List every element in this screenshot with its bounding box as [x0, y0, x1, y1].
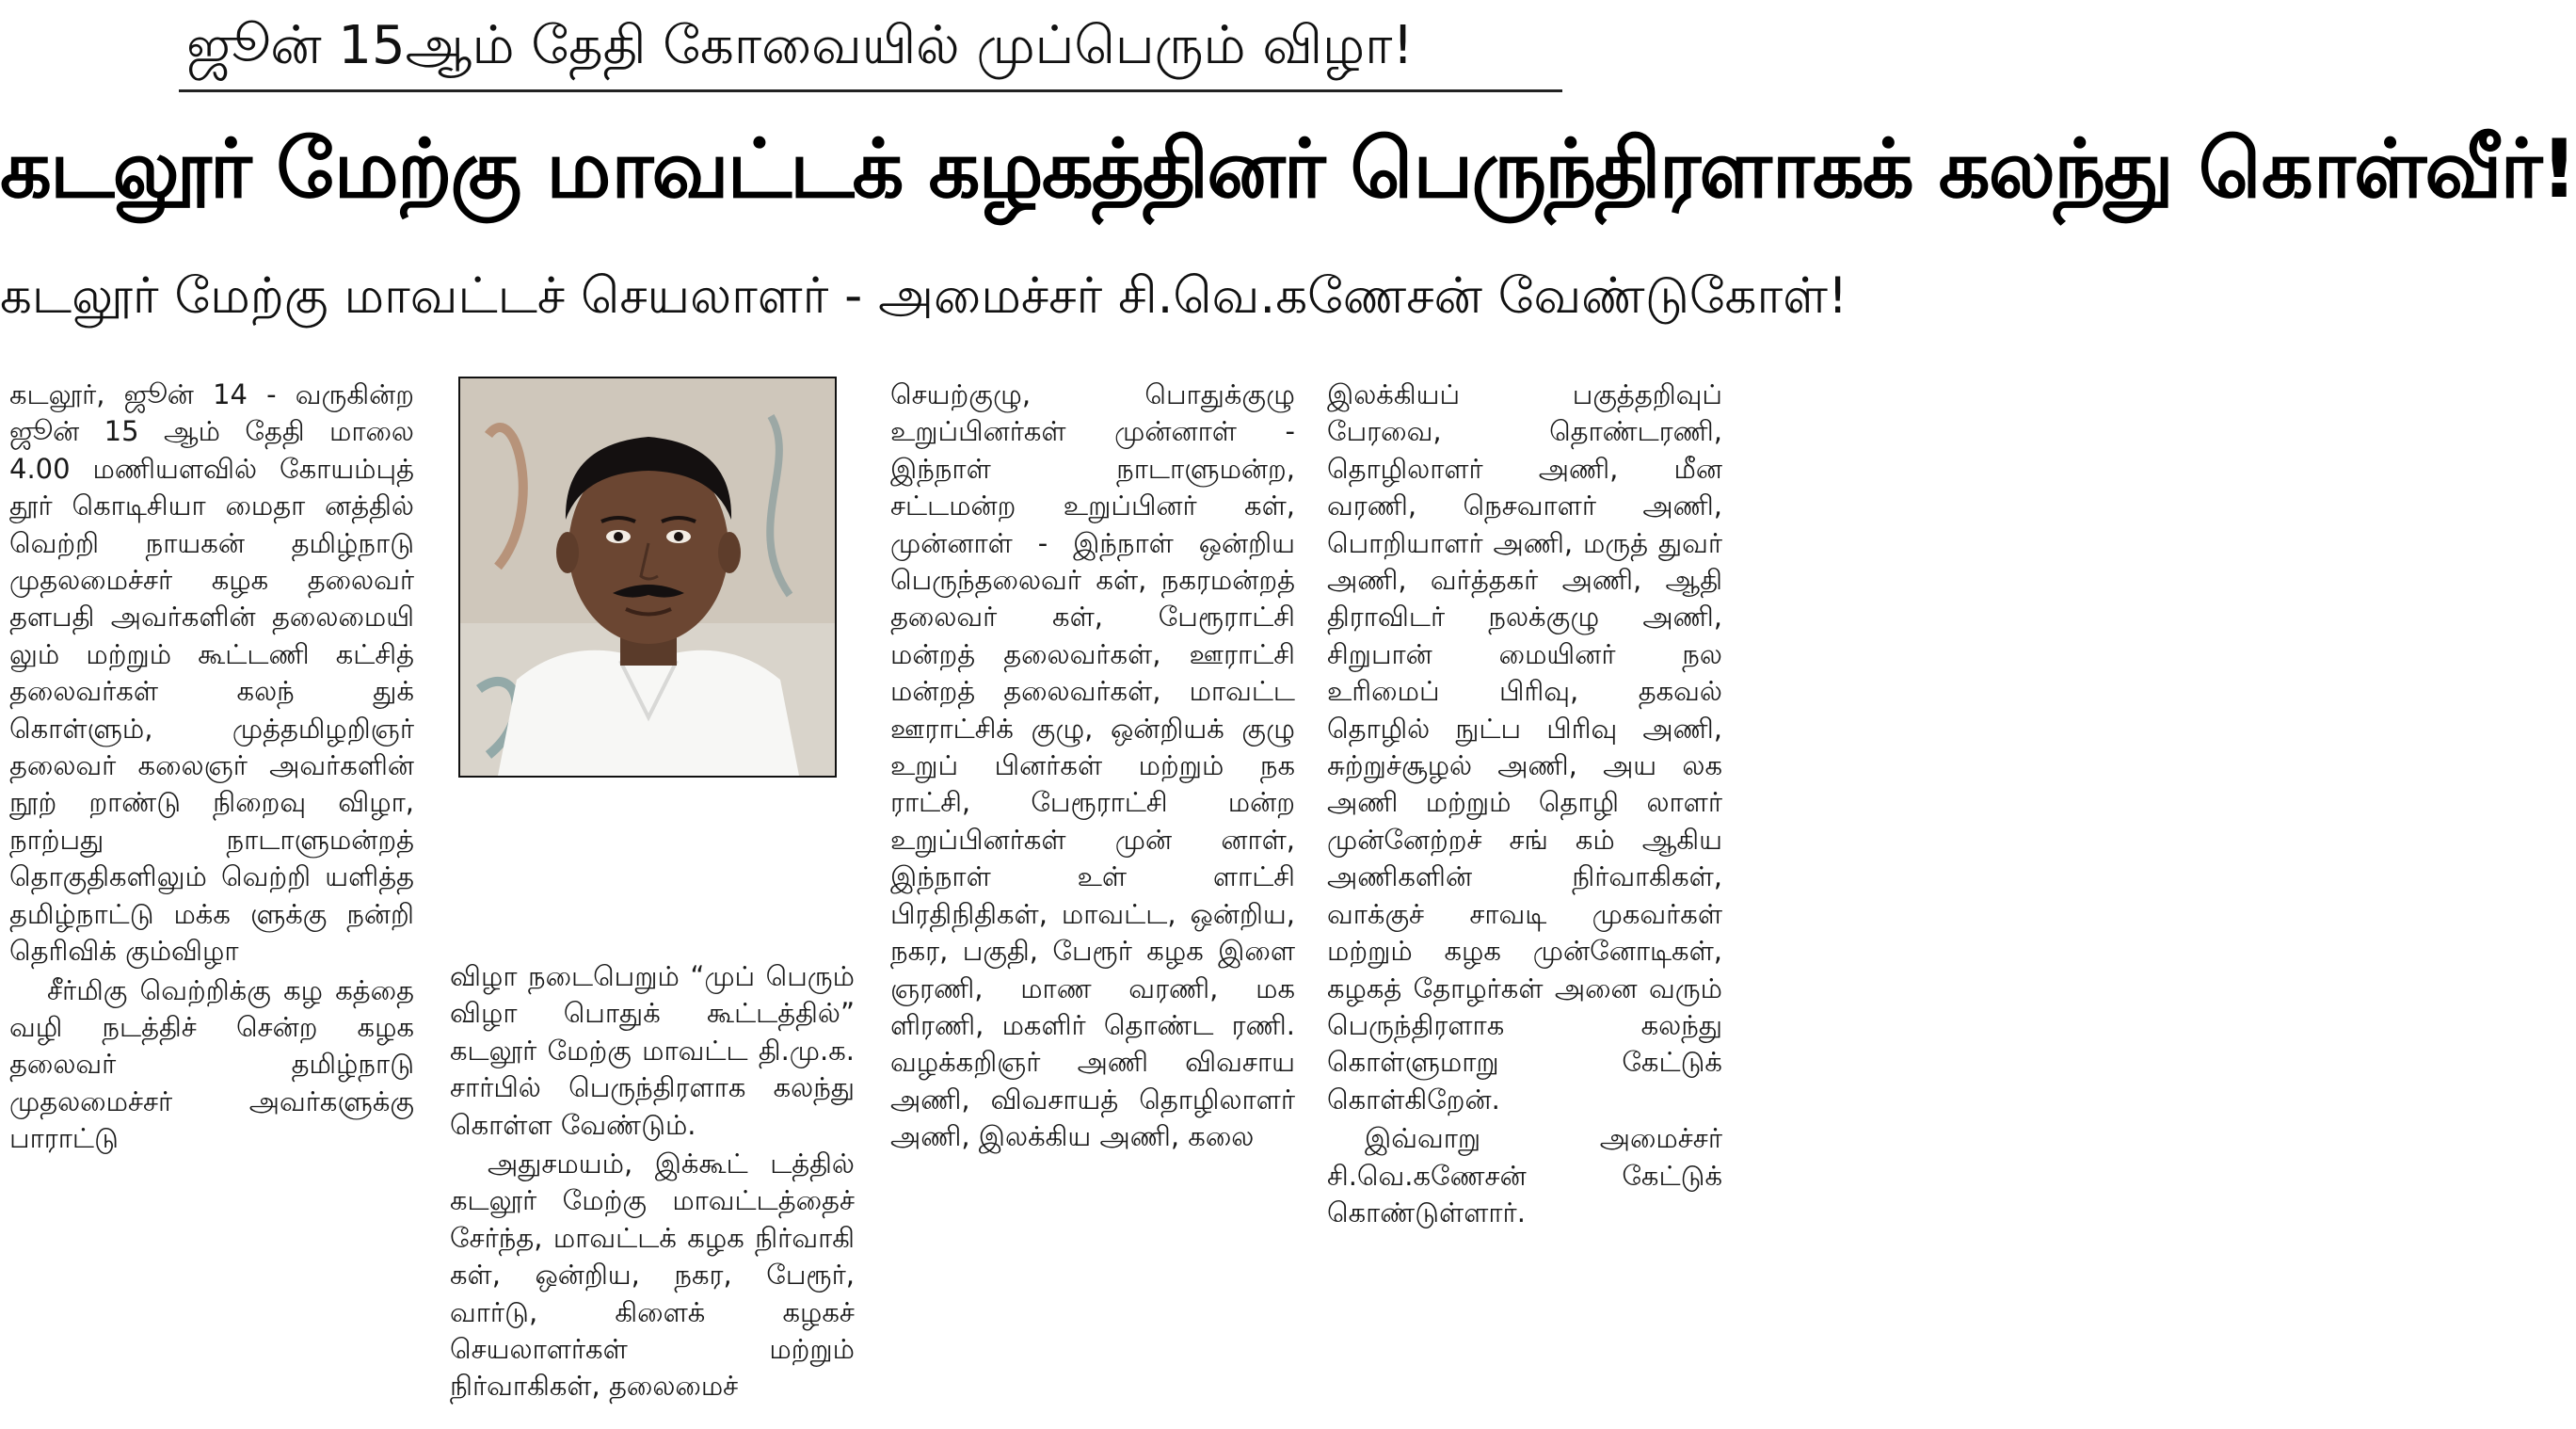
article-paragraph: இவ்வாறு அமைச்சர் சி.வெ.கணேசன் கேட்டுக் கொண்டுள்ளார். [1327, 1122, 1722, 1228]
article-column-1 [9, 377, 414, 1421]
article-column-3 [890, 377, 1295, 1421]
article-paragraph: விழா நடைபெறும் “முப் பெரும் விழா பொதுக் கூட்டத்தில்” கடலூர் மேற்கு மாவட்ட தி.மு.க. சார்பில் பெருந்திரளாக கலந்து கொள்ள வேண்டும். [450, 960, 855, 1141]
article-column-2 [450, 958, 855, 1420]
article-column-4 [1327, 377, 1722, 1421]
main-headline: கடலூர் மேற்கு மாவட்டக் கழகத்தினர் பெருந்திரளாகக் கலந்து கொள்வீர்! [0, 122, 2576, 217]
article-paragraph: செயற்குழு, பொதுக்குழு உறுப்பினர்கள் முன்னாள் - இந்நாள் நாடாளுமன்ற, சட்டமன்ற உறுப்பினர் கள், முன்னாள் - இந்நாள் ஒன்றிய பெருந்தலைவர் கள், நகரமன்றத் தலைவர் கள், பேரூராட்சி மன்றத் தலைவர்கள், ஊராட்சி மன்றத் தலைவர்கள், மாவட்ட ஊராட்சிக் குழு, ஒன்றியக் குழு உறுப் பினர்கள் மற்றும் நக ராட்சி, பேரூராட்சி மன்ற உறுப்பினர்கள் முன் னாள், இந்நாள் உள் ளாட்சி பிரதிநிதிகள், மாவட்ட, ஒன்றிய, நகர, பகுதி, பேரூர் கழக இளை ஞரணி, மாண வரணி, மக ளிரணி, மகளிர் தொண்ட ரணி. வழக்கறிஞர் அணி விவசாய அணி, விவசாயத் தொழிலாளர் அணி, இலக்கிய அணி, கலை [890, 378, 1295, 1153]
portrait-photo-image [460, 378, 835, 776]
article-paragraph: இலக்கியப் பகுத்தறிவுப் பேரவை, தொண்டரணி, தொழிலாளர் அணி, மீன வரணி, நெசவாளர் அணி, பொறியாளர் அணி, மருத் துவர் அணி, வர்த்தகர் அணி, ஆதி திராவிடர் நலக்குழு அணி, சிறுபான் மையினர் நல உரிமைப் பிரிவு, தகவல் தொழில் நுட்ப பிரிவு அணி, சுற்றுச்சூழல் அணி, அய லக அணி மற்றும் தொழி லாளர் முன்னேற்றச் சங் கம் ஆகிய அணிகளின் நிர்வாகிகள், வாக்குச் சாவடி முகவர்கள் மற்றும் கழக முன்னோடிகள், கழகத் தோழர்கள் அனை வரும் பெருந்திரளாக கலந்து கொள்ளுமாறு கேட்டுக் கொள்கிறேன். [1327, 378, 1722, 1116]
portrait-photo [458, 377, 837, 778]
kicker-underline [179, 89, 1562, 92]
kicker-headline: ஜூன் 15ஆம் தேதி கோவையில் முப்பெரும் விழா! [186, 15, 1414, 76]
article-paragraph: கடலூர், ஜூன் 14 - வருகின்ற ஜூன் 15 ஆம் தேதி மாலை 4.00 மணியளவில் கோயம்புத் தூர் கொடிசியா மைதா னத்தில் வெற்றி நாயகன் தமிழ்நாடு முதலமைச்சர் கழக தலைவர் தளபதி அவர்களின் தலைமையி லும் மற்றும் கூட்டணி கட்சித் தலைவர்கள் கலந் துக் கொள்ளும், முத்தமிழறிஞர் தலைவர் கலைஞர் அவர்களின் நூற் றாண்டு நிறைவு விழா, நாற்பது நாடாளுமன்றத் தொகுதிகளிலும் வெற்றி யளித்த தமிழ்நாட்டு மக்க ளுக்கு நன்றி தெரிவிக் கும்விழா [9, 378, 414, 968]
article-paragraph: அதுசமயம், இக்கூட் டத்தில் கடலூர் மேற்கு மாவட்டத்தைச் சேர்ந்த, மாவட்டக் கழக நிர்வாகி கள், ஒன்றிய, நகர, பேரூர், வார்டு, கிளைக் கழகச் செயலாளர்கள் மற்றும் நிர்வாகிகள், தலைமைச் [450, 1148, 855, 1403]
sub-headline: கடலூர் மேற்கு மாவட்டச் செயலாளர் - அமைச்சர் சி.வெ.கணேசன் வேண்டுகோள்! [0, 267, 1848, 325]
article-paragraph: சீர்மிகு வெற்றிக்கு கழ கத்தை வழி நடத்திச் சென்ற கழக தலைவர் தமிழ்நாடு முதலமைச்சர் அவர்களுக்கு பாராட்டு [9, 973, 414, 1155]
